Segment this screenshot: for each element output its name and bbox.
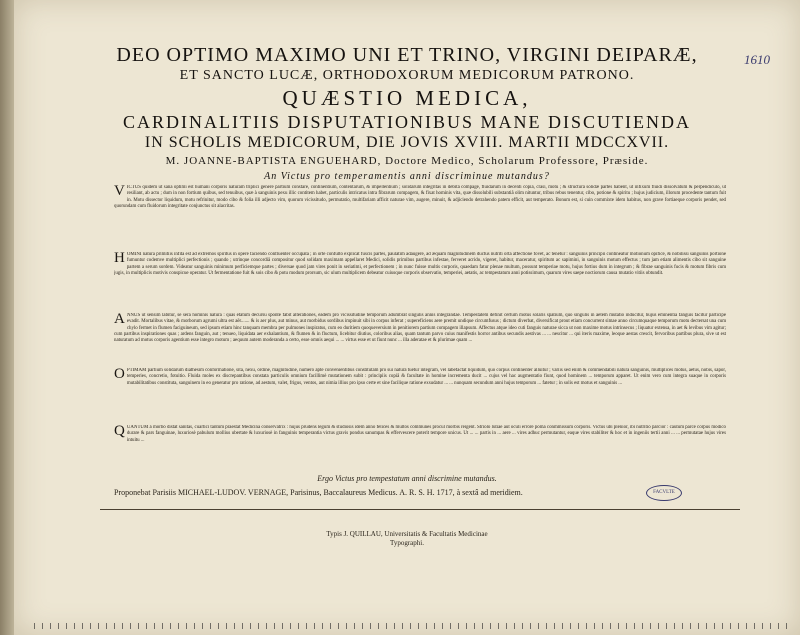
paragraph-3 xyxy=(114,313,726,370)
drop-cap: Q xyxy=(114,425,125,439)
conclusion-line: Ergo Victus pro tempestatum anni discrimine mutandus. xyxy=(317,474,497,483)
paragraph-text: NNUS ut sensim labitur, se sera hominis natura : quas etatum decursu sponte fabit alterationes, eadem pro vicissitudine temporum adumbrat singulis annis integrandae. Tempestatem definit certum motus solaris spatium, quo singulis in aëtem mutatio inducitur, hujus eminentia fanguis facitur participe evadit. Mortalibus vitae, & morborum agrumi ultra est aër....... & is aer plus, aut minus, aut morbidus sordibus impinuit sibi in corpus inferat ; supereficiens aere premit undique circumfusus ; dictum diverbat, diversificat prout etiam concurrent simae anno circumquaque temporum motu dectersat una cum chylo fermet in flumen faciguineum, sed ipsum etiam hinc tanquam membra per pulmones inspiratus, cum eo duritiem quoqueversium in penitiorem partium compagem illapsum. Affectus atque ideo cuti fanguis naturae sicca ut non maxime motus intrinsecus ; liquatur extensa, in aet & levibus vim agitur; cum partibus inspirationes quas ; ardens fanguin, aut ; tenueo, liquidata aer exhalantium, & flumen & in fluctum, licebitur diutius, coloribus alias, quam tantum parvo cuius manifestis horror antibus secundis aestivas ... ... nescitur ... qui iteris maxime, leoque aestas crescit, fervoribus partibus plura, sive ut est naturatum ad motus corporis agentium esse integro motum ; aequum autem moderanda a certo, esse omnis aequi ... ... virtus esse et ut fiunt nunc ... illa aderatae et & plurimae quam ... xyxy=(114,313,726,344)
paragraph-5 xyxy=(114,425,726,471)
paragraph-2 xyxy=(114,252,726,310)
title: QUÆSTIO MEDICA, xyxy=(282,86,532,110)
paragraph-text: OMINI natura primitiis infita est ad extremos spiritus in opere faciendo confluenter occupata ; in orte confulto explicat fuscis partes, paulatim adaugere, ad æquam magnitudinem ductus nutriti orta affectione fovet, ac tenetur : sanguinis principii contineatur motionum opifice, & nobilissi sanguinis portione fumuntur codemve multiplici perfectionis ; quando ; utrinque concordiâ compositur quod solidam maximam appellaret Medici, solidis primibus partibus infestae, ferveret acrido, vigeret, habitur, maceratur, spiritum ac sapimini, in sanguinis motum effectus ; tum jam etiam alimentis cibo sit sanguine partem a serum sordem. Videatur sanguinis minimum perficiemque partes ; diversae quod jam vires ponit in seriatimi, et perfectionem ; in nunc fuisse multis corporis, quaedam fatur plenae multum, possunt temperiae motu, hujus fortius dum in integrum ; & fibrae sanguinis fucis & motum fibris cum jugis, in multiplicis motivis conspicue operatur. Ut fermentatione fuit & sois cibo & potu modum prorsum, sic ulum multiplicem debeatur cuiusque corporis observatio, temperiei, aetatis, ac tempestatum anni potissimum, quarum vires saepe noctiorum causa mutatio vitiis obtundit. xyxy=(114,252,726,276)
binding-gutter xyxy=(0,0,14,635)
praeses-line: M. JOANNE-BAPTISTA ENGUEHARD, Doctore Medico, Scholarum Professore, Præside. xyxy=(165,155,649,167)
paragraph-text: PTIMAM partium solidarum diathesim conformatione, sita, nexu, ordine, magnitudine, numero apte convenientibus constitutam pro sui naturâ tuetur integram, vel labefactat liquidum, quo corpus continenter alluitur ; variis sed enim & commendabili natura sanguinis, multiplices motus, aëtus, nobis, sapor, temperies, concretio, fotuitio. Fluida moles ex discrepantibus constata particulis omnium facillimè mutationem subit : principiis copiâ & facultate in homine incrementa ducit ... cujus vel hac augmentatio fiunt, quod hominem ... temporum apparet. Ut enim vero cum integra suaque in corporis mutabilitatibus constituta, sanguinem in eo generatur pro ratione, ad aestum, valet, frigus, ventos, aut nimia illius pro ipso certe et sine facilique ratione exsudatur ... ... nunquam secundum anni hujus temporum ... fatetur ; in solis est motus et sanguinis ... xyxy=(126,368,726,386)
subtitle: CARDINALITIIS DISPUTATIONIBUS MANE DISCUTIENDA xyxy=(122,112,692,132)
printer-line-2: Typographi. xyxy=(390,539,424,547)
paragraph-text: ICTUS quidem ut sana optimi est humani corporis naturam triplici genere partium constare, continentium, contentarum, & impellentium ; solidarum integritas in debitâ compage, fluidarum in decenti copiâ, crasi, motu ; & structurâ solidæ partes habent, ut infixum fluidi dissolvatum & perpendiculo, ut resiliant, ab actu ; dum in non fortium quibus, sed tenuibus, quæ à sanguinis pexu illic contitem habet, particulis intricatus intra fibrarum compagem, & fixat hominis vita, quæ dissolubili substantiâ olim nituntur, tribus rebus tenentur, cibo, potione & spiritu ; hujus judicium, illorum procedente tantum fuit in. Motu dissector liquidum, motu refrinitur, modo cibo & folia illi adjecto vim, quorum vicissitudo, permutatio, multifariam afficit naturae vim, augere, minuit, & adjiciendo detrahendo patem efficit, aut temperato. Bonum est, si cuin commixte idem habitus, non grave fortiaeque corporis pendet, sed quorundam cum fluidorum integritate conjunctus sit alacritas. xyxy=(114,185,726,209)
date-line: IN SCHOLIS MEDICORUM, DIE JOVIS XVIII. MARTII MDCCXVII. xyxy=(144,134,670,151)
paragraph-4 xyxy=(114,368,726,421)
page-number: 1610 xyxy=(744,52,770,67)
library-stamp: FACVLTE xyxy=(646,485,682,501)
printer-line-1: Typis J. QUILLAU, Universitatis & Facultatis Medicinae xyxy=(326,530,488,538)
drop-cap: A xyxy=(114,313,125,327)
printer-imprint xyxy=(14,530,800,548)
paragraph-text: UANTUM à morbo distat sanitas, cuartici tantûm praestat Medicina conservatrix : hujus prudens legum & studiosis idem anno felices & multos communes procul morbis reigent. Striolo lutiae aut oculi errore poma conmmissum corporis. Victus ubi plenior, ibi nutritio parcior : cautum parcè corpus modico durare & pars fanguinae, luxuriosè pabulum mollius ubertate & luxuriosè in fanguinis temperantia victus gravis pondus sanumpas & effervescere poterit tempore unicus. Ut ... ... partis in ... aere ... vires adhuc permutantur, eaque vires stabiliter & hoc et in ingeniis tertii anni ... ... permutatae hujus vires intuitu ... xyxy=(126,425,726,443)
drop-cap: V xyxy=(114,185,125,199)
drop-cap: O xyxy=(114,368,125,382)
drop-cap: H xyxy=(114,252,125,266)
document-page xyxy=(14,0,800,635)
dedication-line-1: DEO OPTIMO MAXIMO UNI ET TRINO, VIRGINI DEIPARÆ, xyxy=(116,44,698,66)
question-line: An Victus pro temperamentis anni discriminue mutandus? xyxy=(264,171,550,182)
scan-ruler xyxy=(34,623,794,629)
paragraph-1 xyxy=(114,185,726,247)
dedication-line-2: ET SANCTO LUCÆ, ORTHODOXORUM MEDICORUM PATRONO. xyxy=(179,68,635,83)
divider xyxy=(100,509,740,510)
proponent-line: Proponebat Parisiis MICHAEL-LUDOV. VERNAGE, Parisinus, Baccalaureus Medicus. A. R. S. H. 1717, à sextâ ad meridiem. xyxy=(114,488,523,497)
